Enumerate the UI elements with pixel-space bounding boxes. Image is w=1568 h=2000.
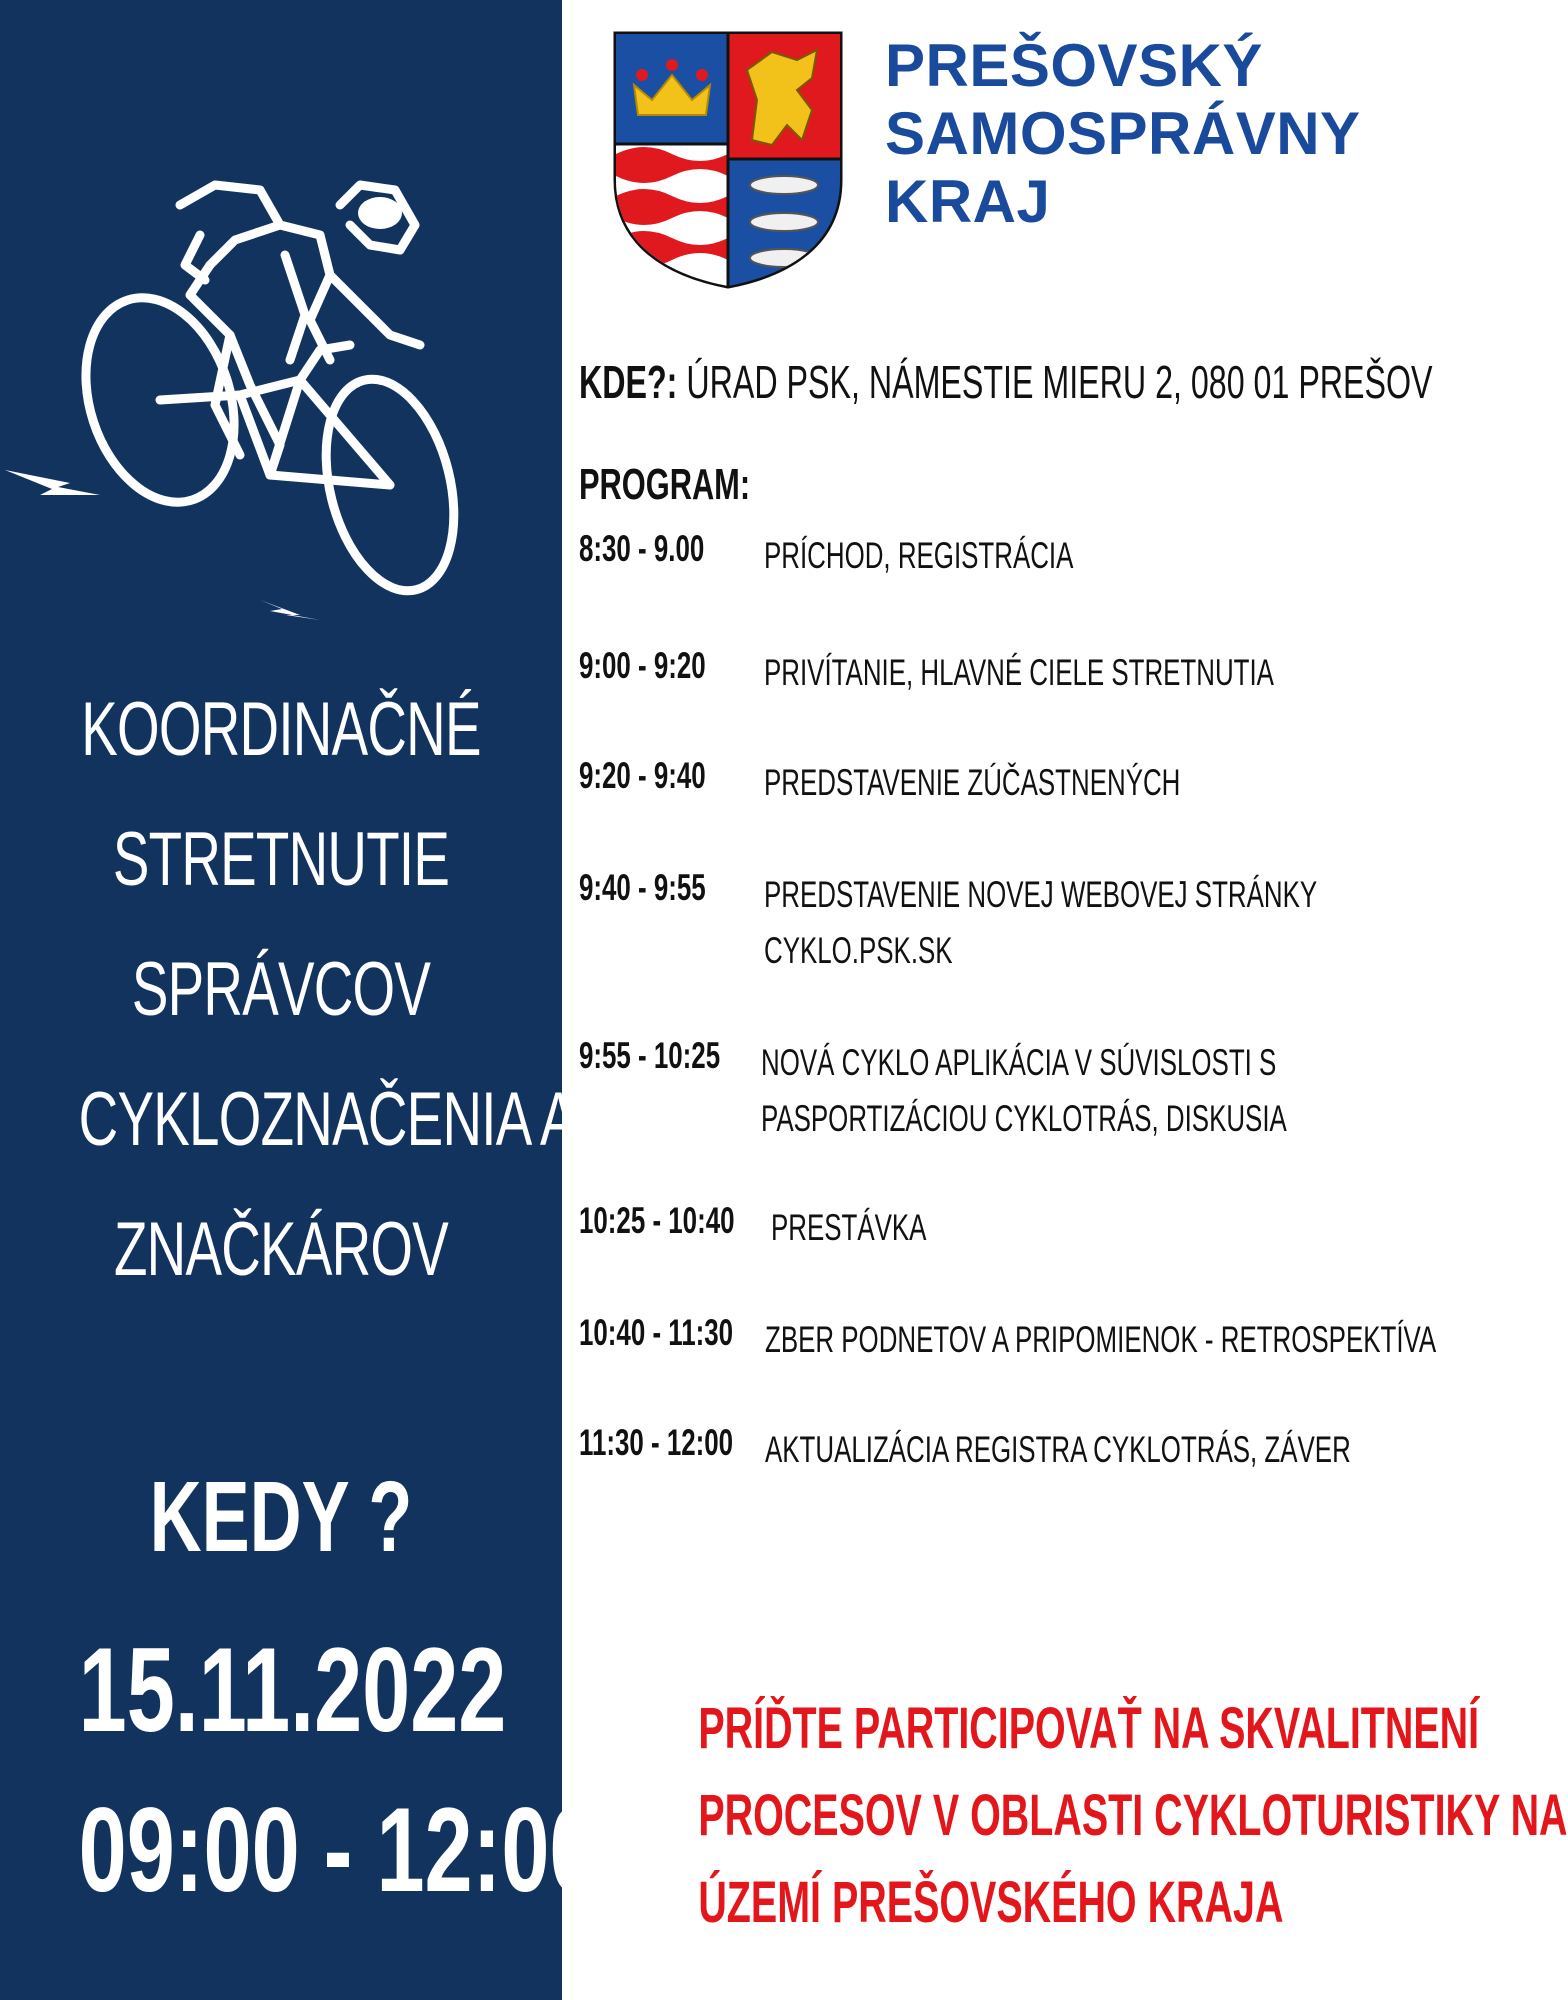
program-description [771,1200,926,1256]
program-time: 10:40 - 11:30 [579,1312,734,1353]
program-time: 10:25 - 10:40 [579,1200,735,1241]
cta-line: ÚZEMÍ PREŠOVSKÉHO KRAJA [698,1870,1284,1935]
cta-line: PRÍĎTE PARTICIPOVAŤ NA SKVALITNENÍ [698,1696,1480,1761]
cta-line: PROCESOV V OBLASTI CYKLOTURISTIKY NA [698,1783,1568,1848]
program-line: PRÍCHOD, REGISTRÁCIA [764,535,1074,576]
title-line: SPRÁVCOV [131,947,431,1032]
left-panel [0,0,598,2000]
call-to-action [562,1685,1568,1946]
program-line: PRESTÁVKA [771,1207,927,1248]
program-description [765,1422,1351,1478]
org-name-line: SAMOSPRÁVNY [885,100,1361,167]
title-line: STRETNUTIE [112,817,450,902]
program-line: PASPORTIZÁCIOU CYKLOTRÁS, DISKUSIA [761,1098,1287,1139]
location-value: ÚRAD PSK, NÁMESTIE MIERU 2, 080 01 PREŠOV [677,356,1433,408]
program-time: 8:30 - 9.00 [579,528,705,569]
org-name-line: KRAJ [885,168,1051,235]
program-description [764,645,1274,701]
event-title [78,665,576,1315]
title-line: KOORDINAČNÉ [81,687,481,772]
location-line [579,355,1433,409]
cyclist-illustration [0,145,470,620]
program-line: ZBER PODNETOV A PRIPOMIENOK - RETROSPEKTÍVA [765,1319,1437,1360]
program-line: AKTUALIZÁCIA REGISTRA CYKLOTRÁS, ZÁVER [765,1429,1351,1470]
program-time: 9:20 - 9:40 [579,755,706,796]
program-description [765,1312,1436,1368]
title-line: ZNAČKÁROV [113,1207,449,1292]
when-label: KEDY ? [149,1461,413,1573]
event-time: 09:00 - 12:00 [78,1783,598,1917]
program-description [764,755,1180,811]
coat-of-arms-icon [612,30,844,290]
program-description [764,867,1317,979]
program-line: CYKLO.PSK.SK [764,930,953,971]
program-line: PREDSTAVENIE ZÚČASTNENÝCH [764,762,1181,803]
program-description [764,528,1073,584]
program-line: PRIVÍTANIE, HLAVNÉ CIELE STRETNUTIA [764,652,1274,693]
program-time: 9:40 - 9:55 [579,867,706,908]
org-name [885,32,1385,236]
program-description [761,1035,1287,1147]
program-time: 9:00 - 9:20 [579,645,706,686]
event-date: 15.11.2022 [78,1623,507,1757]
title-line: CYKLOZNAČENIA A [78,1077,576,1162]
location-label: KDE?: [579,356,678,408]
program-line: NOVÁ CYKLO APLIKÁCIA V SÚVISLOSTI S [761,1042,1277,1083]
program-time: 11:30 - 12:00 [579,1422,734,1463]
program-label: PROGRAM: [579,460,751,509]
program-time: 9:55 - 10:25 [579,1035,721,1076]
org-name-line: PREŠOVSKÝ [885,32,1263,99]
program-line: PREDSTAVENIE NOVEJ WEBOVEJ STRÁNKY [764,874,1318,915]
